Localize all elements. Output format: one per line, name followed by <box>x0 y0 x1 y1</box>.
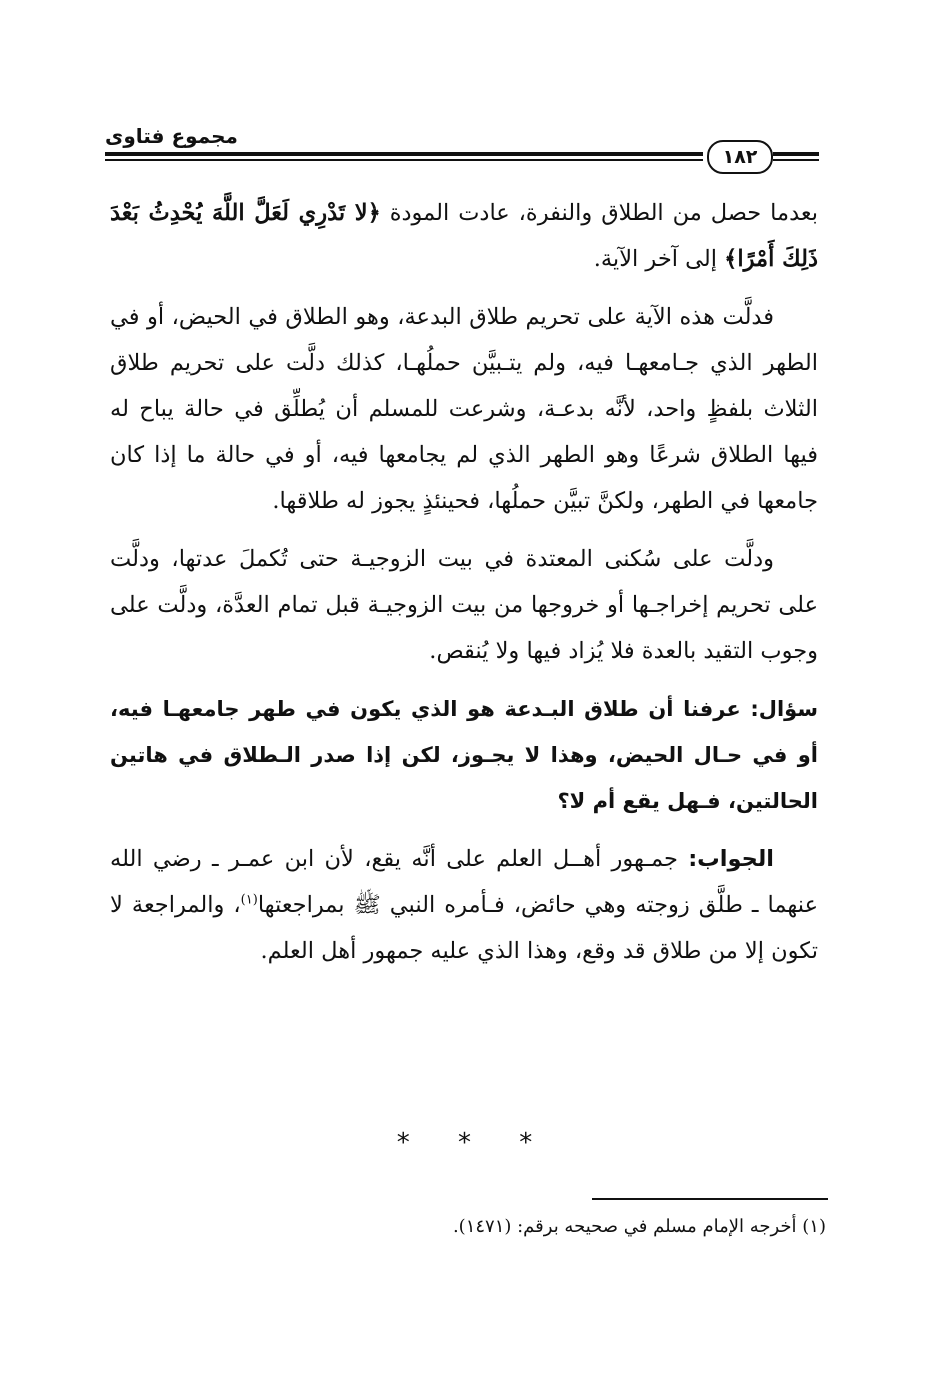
page-header <box>105 118 819 178</box>
main-text <box>110 190 818 986</box>
header-rule-thick <box>105 152 703 156</box>
footnote-rule <box>592 1198 828 1200</box>
paragraph-1-tail: إلى آخر الآية. <box>593 246 725 272</box>
answer-text-after: ، والمراجعة لا تكون إلا من طلاق قد وقع، وهذا الذي عليه جمهور أهل العلم. <box>110 892 818 964</box>
header-rule-thin <box>105 159 703 161</box>
paragraph-1-lead: بعدما حصل من الطلاق والنفرة، عادت المودة <box>380 200 818 226</box>
paragraph-1 <box>110 190 818 282</box>
paragraph-3: ودلَّت على سُكنى المعتدة في بيت الزوجيـة حتى تُكملَ عدتها، ودلَّت على تحريم إخراجـها أو خروجها من بيت الزوجيـة قبل تمام العدَّة، ودلَّت على وجوب التقيد بالعدة فلا يُزاد فيها ولا يُنقص. <box>110 546 818 664</box>
footnote: (١) أخرجه الإمام مسلم في صحيحه برقم: (١٤٧١). <box>452 1216 826 1237</box>
answer-text-before: جمـهور أهــل العلم على أنَّه يقع، لأن ابن عمـر ـ رضي الله عنهما ـ طلَّق زوجته وهي حائض، فـأمره النبي ﷺ بمراجعتها <box>110 846 819 918</box>
answer-paragraph <box>110 836 818 974</box>
header-rule-right-thick <box>773 152 819 156</box>
header-rule-right-thin <box>773 159 819 161</box>
paragraph-2: فدلَّت هذه الآية على تحريم طلاق البدعة، وهو الطلاق في الحيض، أو في الطهر الذي جـامعهـا فيه، ولم يتـبيَّن حملُهـا، كذلك دلَّت على تحريم طلاق الثلاث بلفظٍ واحد، لأنَّه بدعـة، وشرعت للمسلم أن يُطلِّق في حالة يباح له فيها الطلاق شرعًا وهو الطهر الذي لم يجامعها فيه، أو في حالة ما إذا كان جامعها في الطهر، ولكنَّ تبيَّن حملُها، فحينئذٍ يجوز له طلاقها. <box>110 304 819 514</box>
answer-label: الجواب: <box>688 846 774 872</box>
book-title: مجموع فتاوى <box>105 124 238 148</box>
footnote-ref[interactable]: (١) <box>240 892 258 908</box>
quran-verse: ﴿لا تَدْرِي لَعَلَّ اللَّهَ يُحْدِثُ بَعْدَ ذَلِكَ أَمْرًا﴾ <box>110 200 818 272</box>
section-separator: * * * <box>396 1128 553 1158</box>
page-number: ١٨٢ <box>707 140 773 174</box>
question-paragraph: سؤال: عرفنا أن طلاق البـدعة هو الذي يكون في طهر جامعهـا فيه، أو في حـال الحيض، وهذا لا يجـوز، لكن إذا صدر الـطلاق في هاتين الحالتين، فـهل يقع أم لا؟ <box>110 697 818 813</box>
